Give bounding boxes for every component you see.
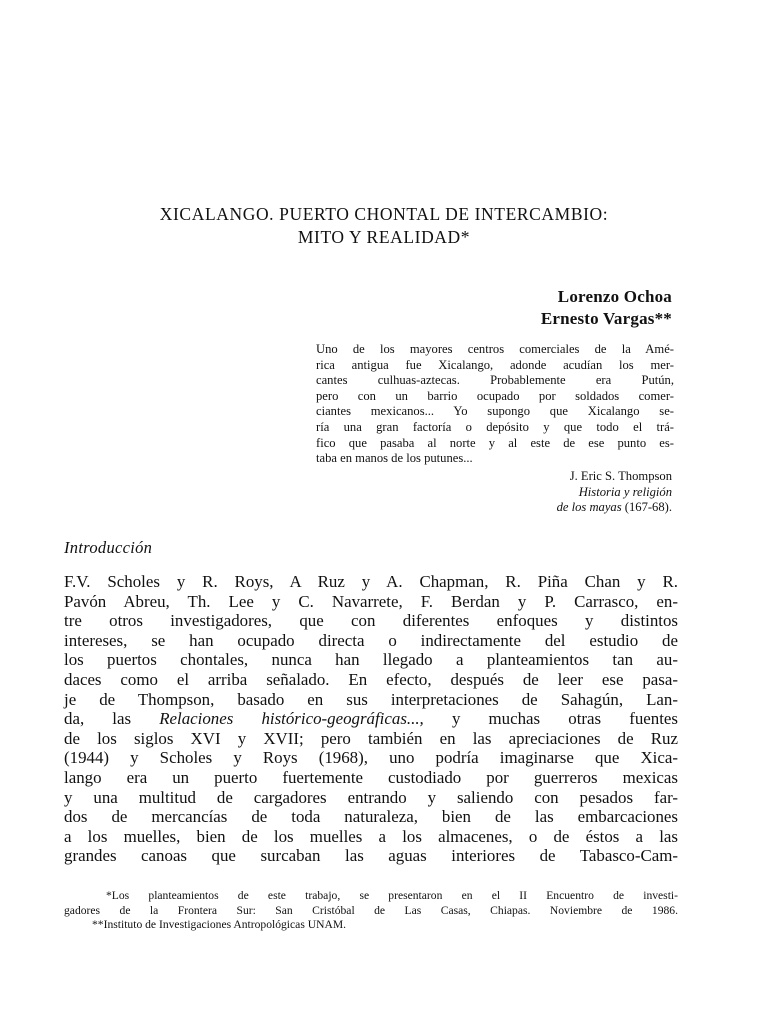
epigraph-line: Uno de los mayores centros comerciales de la Amé- — [316, 342, 674, 356]
body-line: Pavón Abreu, Th. Lee y C. Navarrete, F. Berdan y P. Carrasco, en- — [64, 591, 678, 611]
body-line: intereses, se han ocupado directa o indirectamente del estudio de — [64, 630, 678, 650]
footnote-line: **Instituto de Investigaciones Antropológicas UNAM. — [92, 918, 347, 931]
body-line: a los muelles, bien de los muelles a los almacenes, o de éstos a las — [64, 826, 678, 846]
body-line: los puertos chontales, nunca han llegado a planteamientos tan au- — [64, 650, 678, 670]
author-block — [541, 286, 672, 330]
author-name: Ernesto Vargas** — [540, 309, 672, 328]
body-line: de los siglos XVI y XVII; pero también en las apreciaciones de Ruz — [64, 728, 678, 748]
epigraph-line: pero con un barrio ocupado por soldados comer- — [316, 388, 674, 403]
article-title — [70, 203, 698, 249]
section-heading: Introducción — [64, 538, 153, 557]
title-line-2: MITO Y REALIDAD* — [297, 227, 471, 247]
body-paragraph — [64, 572, 678, 866]
epigraph-quote — [316, 342, 674, 467]
title-line-1: XICALANGO. PUERTO CHONTAL DE INTERCAMBIO: — [159, 204, 609, 224]
epigraph-line: taba en manos de los putunes... — [316, 451, 473, 466]
epigraph-line: ría una gran factoría o depósito y que todo el trá- — [316, 419, 674, 434]
attribution-work-title-cont: de los mayas — [556, 500, 622, 515]
body-text-segment: da, las — [64, 709, 132, 729]
body-line: daces como el arriba señalado. En efecto, después de leer ese pasa- — [64, 669, 678, 689]
attribution-pages: (167-68). — [624, 500, 672, 515]
epigraph-line: ciantes mexicanos... Yo supongo que Xicalango se- — [316, 404, 674, 419]
body-line: F.V. Scholes y R. Roys, A Ruz y A. Chapman, R. Piña Chan y R. — [64, 572, 678, 591]
italic-work-title: Relaciones histórico-geográficas..., — [159, 709, 424, 729]
attribution-author: J. Eric S. Thompson — [569, 469, 672, 483]
author-name: Lorenzo Ochoa — [557, 287, 672, 306]
body-line: y una multitud de cargadores entrando y saliendo con pesados far- — [64, 787, 678, 807]
footnote-line: gadores de la Frontera Sur: San Cristóbal de Las Casas, Chiapas. Noviembre de 1986. — [64, 903, 678, 917]
body-line: je de Thompson, basado en sus interpretaciones de Sahagún, Lan- — [64, 689, 678, 709]
body-line — [64, 709, 678, 729]
body-line: grandes canoas que surcaban las aguas interiores de Tabasco-Cam- — [64, 846, 678, 866]
body-line: dos de mercancías de toda naturaleza, bien de las embarcaciones — [64, 807, 678, 827]
attribution-work-title: Historia y religión — [578, 484, 672, 499]
attribution-work-line — [557, 500, 672, 516]
body-line: (1944) y Scholes y Roys (1968), uno podría imaginarse que Xica- — [64, 748, 678, 768]
footnote-line: *Los planteamientos de este trabajo, se presentaron en el II Encuentro de investi- — [106, 889, 678, 902]
epigraph-line: fico que pasaba al norte y al este de ese punto es- — [316, 435, 674, 450]
body-line: tre otros investigadores, que con diferentes enfoques y distintos — [64, 611, 678, 631]
epigraph-line: rica antigua fue Xicalango, adonde acudían los mer- — [316, 357, 674, 372]
epigraph-attribution — [557, 469, 672, 516]
footnotes — [64, 889, 678, 933]
body-line: lango era un puerto fuertemente custodiado por guerreros mexicas — [64, 767, 678, 787]
body-text-segment: y muchas otras fuentes — [451, 709, 678, 729]
epigraph-line: cantes culhuas-aztecas. Probablemente era Putún, — [316, 373, 674, 388]
